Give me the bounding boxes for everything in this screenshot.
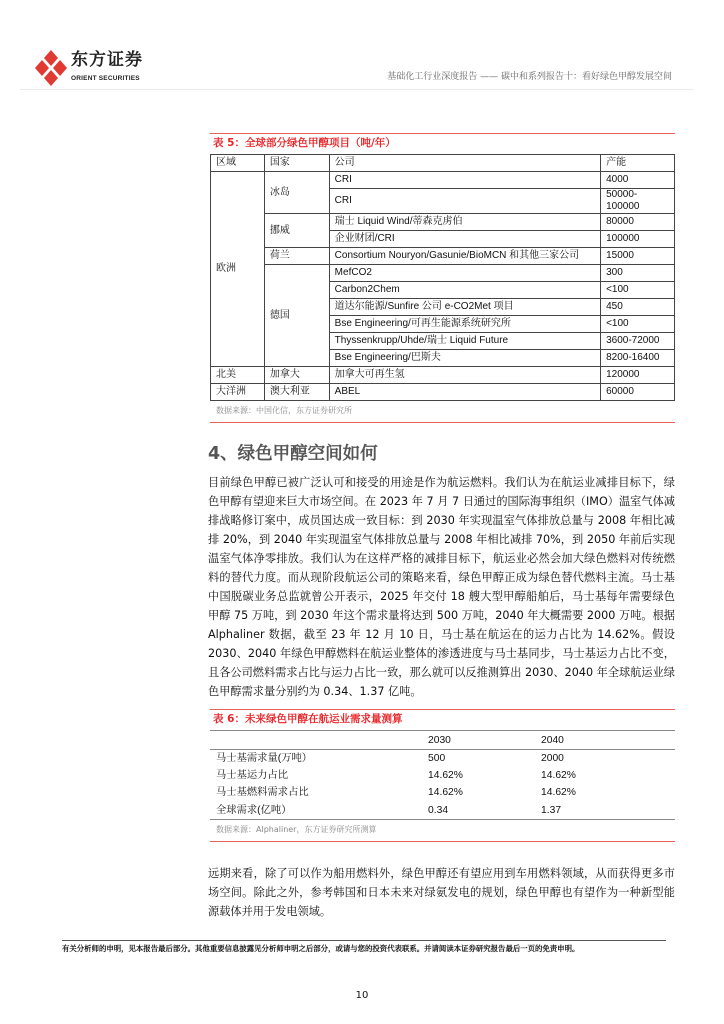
company-cell: 道达尔能源/Sunfire 公司 e-CO2Met 项目 xyxy=(329,299,600,316)
table-row xyxy=(211,248,675,265)
capacity-cell: 120000 xyxy=(601,367,675,384)
logo-text-cn: 东方证券 xyxy=(71,50,143,70)
country-cell: 德国 xyxy=(264,265,329,367)
header-cell: 国家 xyxy=(264,155,329,172)
company-cell: Carbon2Chem xyxy=(329,282,600,299)
table6 xyxy=(210,730,675,820)
table-row xyxy=(210,767,675,784)
header-cell: 产能 xyxy=(601,155,675,172)
table-row xyxy=(211,384,675,401)
capacity-cell: 80000 xyxy=(601,214,675,231)
company-logo xyxy=(34,50,164,90)
report-title: 基础化工行业深度报告 —— 碳中和系列报告十：看好绿色甲醇发展空间 xyxy=(387,72,672,82)
header-cell: 公司 xyxy=(329,155,600,172)
capacity-cell: 4000 xyxy=(601,172,675,189)
row-label: 全球需求(亿吨） xyxy=(210,802,422,819)
country-cell: 澳大利亚 xyxy=(264,384,329,401)
table6-source: 数据来源：Alphaliner，东方证券研究所测算 xyxy=(216,824,377,834)
table6-bottom-rule xyxy=(210,841,675,842)
header-cell xyxy=(210,731,422,750)
value-2030: 14.62% xyxy=(428,787,463,799)
logo-mark-icon xyxy=(34,50,68,86)
country-cell: 加拿大 xyxy=(264,367,329,384)
row-label: 马士基燃料需求占比 xyxy=(216,787,309,799)
page-number: 10 xyxy=(355,990,369,1001)
country-cell: 挪威 xyxy=(264,214,329,248)
value-2040: 14.62% xyxy=(541,770,576,782)
company-cell: ABEL xyxy=(329,384,600,401)
capacity-cell: 100000 xyxy=(601,231,675,248)
company-cell: CRI xyxy=(329,172,600,189)
value-2040: 14.62% xyxy=(541,787,576,799)
company-cell: 企业财团/CRI xyxy=(329,231,600,248)
value-2030: 500 xyxy=(428,752,446,764)
footer-divider xyxy=(62,940,666,941)
value-2030: 14.62% xyxy=(428,770,463,782)
company-cell: MefCO2 xyxy=(329,265,600,282)
value-2030: 0.34 xyxy=(422,802,535,819)
country-cell: 冰岛 xyxy=(264,172,329,214)
table6-title: 表 6：未来绿色甲醇在航运业需求量测算 xyxy=(213,713,403,725)
company-cell: 加拿大可再生氢 xyxy=(329,367,600,384)
company-cell: Thyssenkrupp/Uhde/瑞士 Liquid Future xyxy=(329,333,600,350)
table5-top-rule xyxy=(210,133,675,134)
table-row xyxy=(210,784,675,801)
header-divider xyxy=(20,89,694,90)
company-cell: Bse Engineering/可再生能源系统研究所 xyxy=(329,316,600,333)
region-cell: 大洋洲 xyxy=(211,384,265,401)
table5-title: 表 5：全球部分绿色甲醇项目（吨/年） xyxy=(213,137,396,149)
country-cell: 荷兰 xyxy=(264,248,329,265)
table-header-row xyxy=(211,155,675,172)
table-header-row xyxy=(210,731,675,750)
table-row xyxy=(211,172,675,189)
region-cell: 欧洲 xyxy=(211,172,265,367)
logo-text-en: ORIENT SECURITIES xyxy=(71,75,140,82)
header-cell: 区域 xyxy=(211,155,265,172)
header-cell: 2040 xyxy=(535,731,675,750)
capacity-cell: 300 xyxy=(601,265,675,282)
row-label: 马士基需求量(万吨） xyxy=(216,752,313,764)
section-paragraph-2: 远期来看，除了可以作为船用燃料外，绿色甲醇还有望应用到车用燃料领域，从而获得更多市场空间。除此之外，参考韩国和日本未来对绿氨发电的规划，绿色甲醇也有望作为一种新型能源载体并用于发电领域。 xyxy=(208,866,675,918)
capacity-cell: <100 xyxy=(601,282,675,299)
capacity-cell: 60000 xyxy=(601,384,675,401)
value-2040: 1.37 xyxy=(535,802,675,819)
table5-source: 数据来源：中国化信，东方证券研究所 xyxy=(216,406,352,415)
value-2040: 2000 xyxy=(541,752,564,764)
table-row xyxy=(210,750,675,767)
capacity-cell: 450 xyxy=(601,299,675,316)
capacity-cell: 50000-100000 xyxy=(601,189,675,214)
section-heading: 4、绿色甲醇空间如何 xyxy=(208,444,378,464)
company-cell: Bse Engineering/巴斯夫 xyxy=(329,350,600,367)
company-cell: CRI xyxy=(329,189,600,214)
table5 xyxy=(210,154,675,401)
table-row xyxy=(211,265,675,282)
company-cell: 瑞士 Liquid Wind/蒂森克虏伯 xyxy=(329,214,600,231)
table6-top-rule xyxy=(210,709,675,710)
region-cell: 北美 xyxy=(211,367,265,384)
table-row xyxy=(210,802,675,819)
header-cell: 2030 xyxy=(422,731,535,750)
section-paragraph-1: 目前绿色甲醇已被广泛认可和接受的用途是作为航运燃料。我们认为在航运业减排目标下，绿色甲醇有望迎来巨大市场空间。在 2023 年 7 月 7 日通过的国际海事组织（IMO）温室气体减排战略修订案中，成员国达成一致目标：到 2030 年实现温室气体排放总量与 2008 年相比减排 20%，到 2040 年实现温室气体排放总量与 2008 年相比减排 70%，到 2050 年前后实现温室气体净零排放。我们认为在这样严格的减排目标下，航运业必然会加大绿色燃料对传统燃料的替代力度。而从现阶段航运公司的策略来看，绿色甲醇正成为绿色替代燃料主流。马士基中国脱碳业务总监就曾公开表示，2025 年交付 18 艘大型甲醇船舶后，马士基每年需要绿色甲醇 75 万吨，到 2030 年这个需求量将达到 500 万吨，2040 年大概需要 2000 万吨。根据 Alphaliner 数据，截至 23 年 12 月 10 日，马士基在航运在的运力占比为 14.62%。假设 2030、2040 年绿色甲醇燃料在航运业整体的渗透进度与马士基同步，马士基运力占比不变，且各公司燃料需求占比与运力占比一致，那么就可以反推测算出 2030、2040 年全球航运业绿色甲醇需求量分别约为 0.34、1.37 亿吨。 xyxy=(208,476,675,698)
disclaimer: 有关分析师的申明，见本报告最后部分。其他重要信息披露见分析师申明之后部分，或请与您的投资代表联系。并请阅读本证券研究报告最后一页的免责申明。 xyxy=(62,944,580,953)
capacity-cell: 15000 xyxy=(601,248,675,265)
main-content xyxy=(208,133,675,921)
table-row xyxy=(211,367,675,384)
capacity-cell: <100 xyxy=(601,316,675,333)
table5-bottom-rule xyxy=(210,422,675,423)
row-label: 马士基运力占比 xyxy=(216,770,289,782)
table-row xyxy=(211,214,675,231)
capacity-cell: 8200-16400 xyxy=(601,350,675,367)
capacity-cell: 3600-72000 xyxy=(601,333,675,350)
company-cell: Consortium Nouryon/Gasunie/BioMCN 和其他三家公司 xyxy=(329,248,600,265)
